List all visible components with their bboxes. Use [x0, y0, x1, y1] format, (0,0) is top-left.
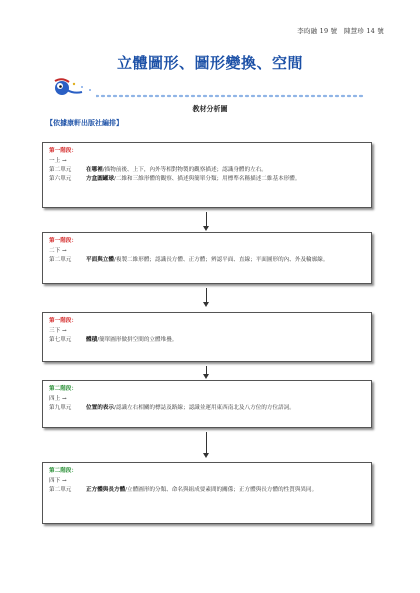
- flow-arrow-line: [206, 212, 207, 227]
- unit-number: 第二單元: [49, 167, 72, 174]
- stage-box-2: [42, 232, 372, 284]
- unit-number: 第二單元: [49, 257, 72, 264]
- unit-row: [49, 175, 365, 184]
- unit-description: /複製二維形體；認識長方體、正方體；辨認平面、直線；平面圖形的內、外及輪廓線。: [113, 257, 329, 264]
- unit-name: 在哪裡: [86, 167, 103, 174]
- unit-row: [49, 166, 365, 175]
- stage-label: 第一階段：: [49, 238, 77, 244]
- flow-arrow-head-icon: [203, 302, 209, 307]
- unit-row: [49, 256, 365, 265]
- flow-arrow-line: [206, 432, 207, 454]
- author-names: 李昀融 19 號 陳慧珍 14 號: [297, 27, 384, 35]
- unit-number: 第七單元: [49, 337, 72, 344]
- stage-box-4: [42, 380, 372, 428]
- unit-description: /認識左右相關的標誌及路線；認識並運用東西南北及八方位的方位語詞。: [113, 405, 295, 412]
- stage-label: 第一階段：: [49, 318, 77, 324]
- page-title: 立體圖形、圖形變換、空間: [116, 54, 303, 72]
- unit-row: [49, 336, 365, 345]
- unit-name: 方盒圓罐球: [86, 175, 114, 182]
- unit-number: 第二單元: [49, 487, 72, 494]
- flow-arrow-line: [206, 288, 207, 303]
- page-subtitle: 教材分析圖: [192, 104, 228, 113]
- decorative-dot-border: [96, 94, 364, 98]
- flow-arrow-head-icon: [203, 374, 209, 379]
- unit-description: /立體圖形的分類、命名與組成要素間的關係；正方體與長方體的性質與異同。: [125, 487, 318, 494]
- grade-label: 三下 →: [49, 327, 67, 334]
- unit-row: [49, 486, 365, 495]
- flow-arrow-head-icon: [203, 226, 209, 231]
- source-note: 【依據康軒出版社編排】: [46, 118, 123, 127]
- unit-name: 平面與立體: [86, 257, 114, 264]
- stage-box-3: [42, 312, 372, 362]
- grade-label: 四上 →: [49, 395, 67, 402]
- stage-label: 第二階段：: [49, 386, 77, 392]
- unit-name: 位置的表示: [86, 405, 114, 412]
- unit-name: 正方體與長方體: [86, 487, 126, 494]
- stage-box-1: [42, 142, 372, 208]
- unit-description: /簡單圖形做拼空間的立體堆疊。: [97, 337, 178, 344]
- unit-row: [49, 404, 365, 413]
- unit-description: /描物前後、上下，內外等相對物製的觀察描述；認識身體的左右。: [102, 167, 267, 174]
- grade-label: 二下 →: [49, 247, 67, 254]
- unit-number: 第九單元: [49, 405, 72, 412]
- stage-label: 第一階段：: [49, 148, 77, 154]
- flow-arrow-head-icon: [203, 453, 209, 458]
- grade-label: 四下 →: [49, 477, 67, 484]
- unit-name: 體積: [86, 337, 98, 344]
- stage-label: 第二階段：: [49, 468, 77, 474]
- decorative-clipart-icon: [52, 76, 96, 98]
- unit-description: /二維和三維形體的觀察、描述與簡單分類；用標準名稱描述二維基本形體。: [113, 175, 301, 182]
- stage-box-5: [42, 462, 372, 524]
- unit-number: 第六單元: [49, 175, 72, 182]
- grade-label: 一上 →: [49, 157, 67, 164]
